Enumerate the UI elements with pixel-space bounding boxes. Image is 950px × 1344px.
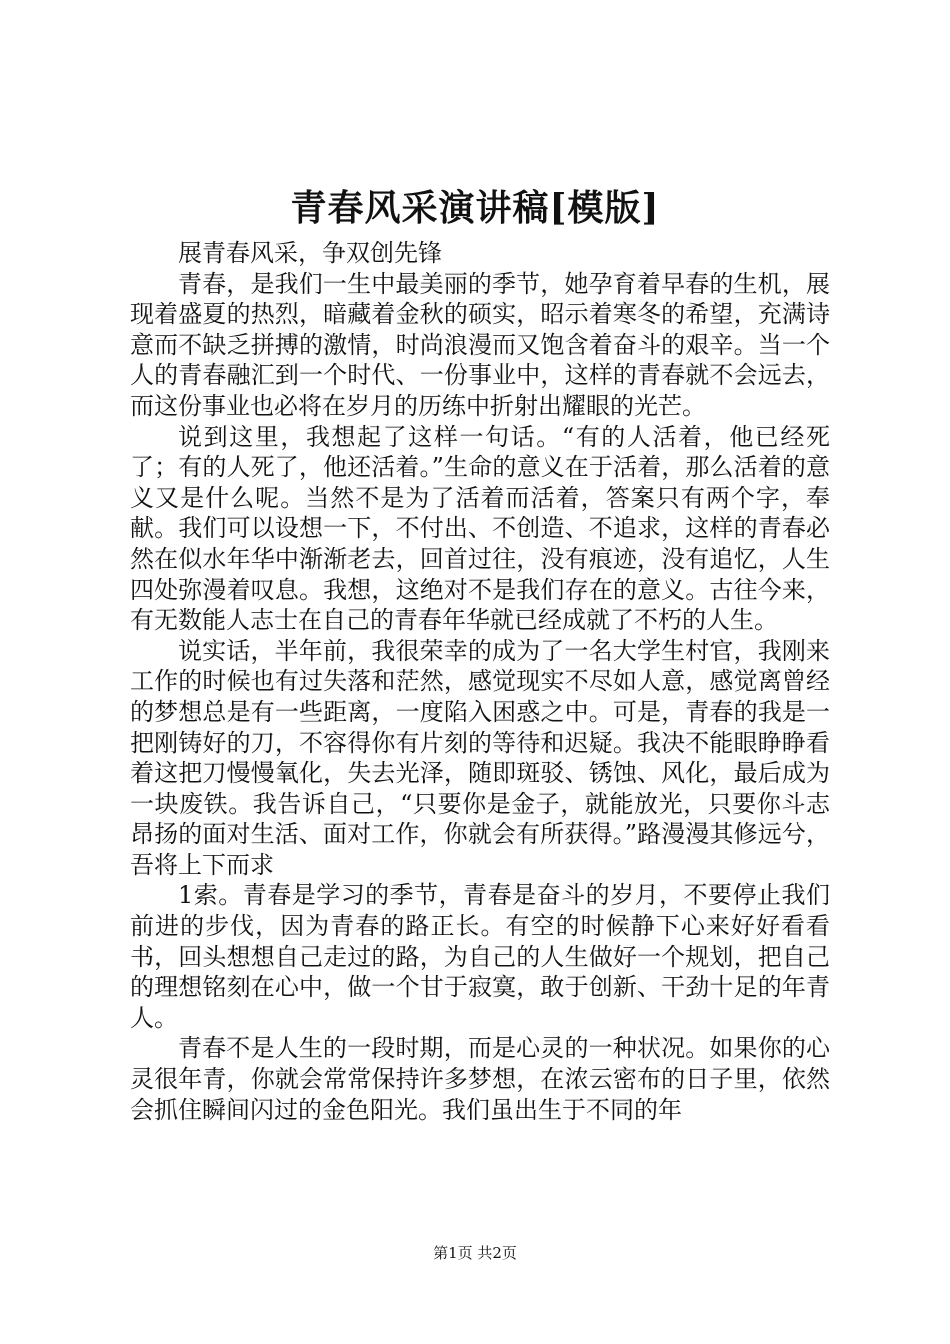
document-title: 青春风采演讲稿[模版]	[290, 187, 660, 229]
document-body	[130, 238, 830, 1125]
paragraph-5: 青春不是人生的一段时期，而是心灵的一种状况。如果你的心灵很年青，你就会常常保持许多梦想，在浓云密布的日子里，依然会抓住瞬间闪过的金色阳光。我们虽出生于不同的年	[130, 1034, 830, 1124]
page-footer: 第1页 共2页	[433, 1244, 517, 1262]
paragraph-3: 说实话，半年前，我很荣幸的成为了一名大学生村官，我刚来工作的时候也有过失落和茫然，感觉现实不尽如人意，感觉离曾经的梦想总是有一些距离，一度陷入困惑之中。可是，青春的我是一把刚铸好的刀，不容得你有片刻的等待和迟疑。我决不能眼睁睁看着这把刀慢慢氧化，失去光泽，随即斑驳、锈蚀、风化，最后成为一块废铁。我告诉自己，“只要你是金子，就能放光，只要你斗志昂扬的面对生活、面对工作，你就会有所获得。”路漫漫其修远兮，吾将上下而求	[130, 636, 830, 879]
paragraph-4: 1索。青春是学习的季节，青春是奋斗的岁月，不要停止我们前进的步伐，因为青春的路正长。有空的时候静下心来好好看看书，回头想想自己走过的路，为自己的人生做好一个规划，把自己的理想铭刻在心中，做一个甘于寂寞，敢于创新、干劲十足的年青人。	[130, 881, 830, 1032]
subtitle-paragraph: 展青春风采，争双创先锋	[178, 239, 442, 267]
paragraph-1: 青春，是我们一生中最美丽的季节，她孕育着早春的生机，展现着盛夏的热烈，暗藏着金秋的硕实，昭示着寒冬的希望，充满诗意而不缺乏拼搏的激情，时尚浪漫而又饱含着奋斗的艰辛。当一个人的青春融汇到一个时代、一份事业中，这样的青春就不会远去，而这份事业也必将在岁月的历练中折射出耀眼的光芒。	[130, 269, 830, 420]
paragraph-2: 说到这里，我想起了这样一句话。“有的人活着，他已经死了；有的人死了，他还活着。”生命的意义在于活着，那么活着的意义又是什么呢。当然不是为了活着而活着，答案只有两个字，奉献。我们可以设想一下，不付出、不创造、不追求，这样的青春必然在似水年华中渐渐老去，回首过往，没有痕迹，没有追忆，人生四处弥漫着叹息。我想，这绝对不是我们存在的意义。古往今来，有无数能人志士在自己的青春年华就已经成就了不朽的人生。	[130, 422, 830, 635]
